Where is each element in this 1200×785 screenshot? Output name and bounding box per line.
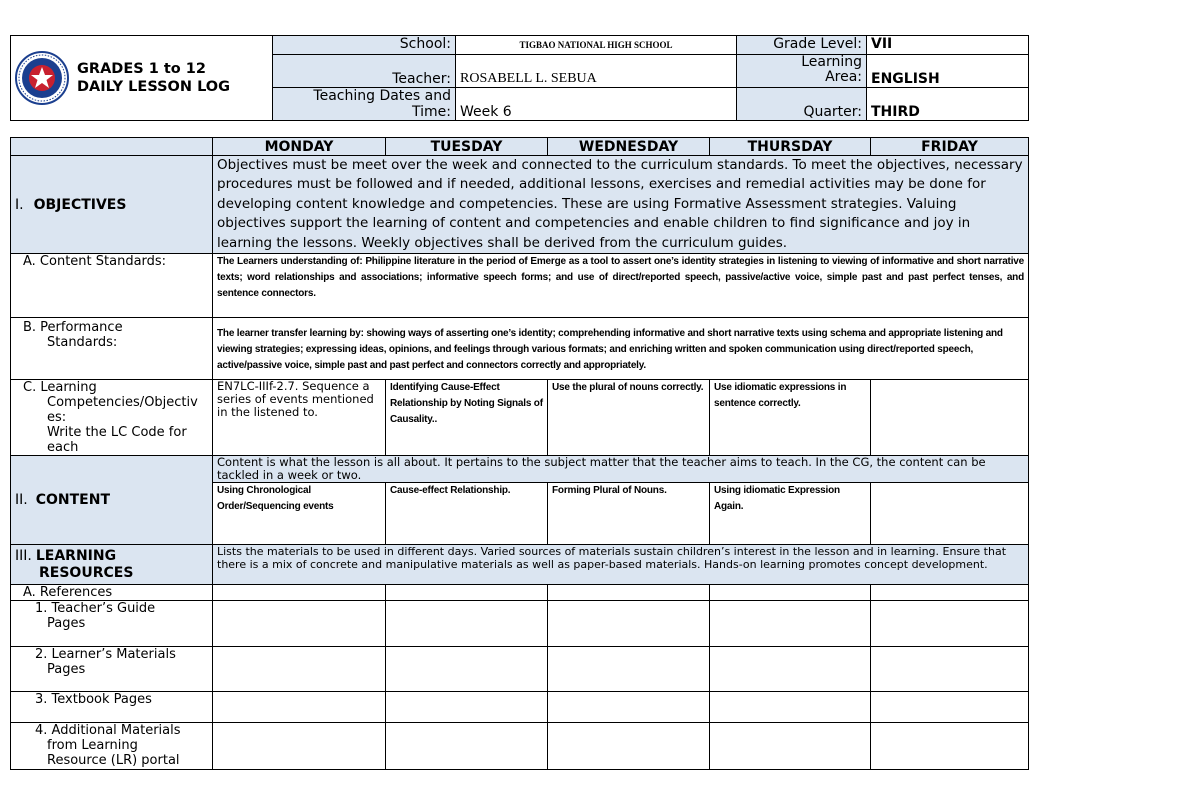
additional-materials-label: [11, 723, 213, 770]
learners-materials-1: 2. Learner’s Materials: [35, 647, 176, 663]
tb-thursday: [710, 692, 871, 723]
dates-label: [273, 88, 456, 121]
references-thursday: [710, 585, 871, 601]
resources-num: III.: [15, 547, 32, 564]
lm-wednesday: [548, 647, 710, 692]
competency-monday: EN7LC-IIIf-2.7. Sequence a series of events mentioned in the listened to.: [213, 380, 386, 456]
content-monday: Using Chronological Order/Sequencing events: [213, 483, 386, 545]
content-title: CONTENT: [35, 492, 110, 509]
lm-tuesday: [386, 647, 548, 692]
competencies-label-1: C. Learning: [23, 380, 97, 396]
tg-monday: [213, 601, 386, 647]
additional-3: Resource (LR) portal: [47, 753, 180, 769]
competency-friday: [871, 380, 1029, 456]
am-friday: [871, 723, 1029, 770]
lm-thursday: [710, 647, 871, 692]
title-line-2: DAILY LESSON LOG: [77, 79, 231, 95]
lm-friday: [871, 647, 1029, 692]
deped-seal-icon: [15, 51, 69, 105]
school-value-text: TIGBAO NATIONAL HIGH SCHOOL: [519, 40, 673, 50]
learners-materials-2: Pages: [47, 662, 86, 678]
content-num: II.: [15, 492, 28, 509]
objectives-text: Objectives must be meet over the week and connected to the curriculum standards. To meet the objectives, necessary procedures must be followed and if needed, additional lessons, exercises and remedial activities may be done for developing content knowledge and competencies. These are using Formative Assessment strategies. Valuing objectives support the learning of content and competencies and enable children to find significance and joy in learning the lessons. Weekly objectives shall be derived from the curriculum guides.: [213, 156, 1029, 254]
content-label: [11, 456, 213, 545]
textbook-label: 3. Textbook Pages: [11, 692, 213, 723]
objectives-title: OBJECTIVES: [33, 196, 127, 213]
performance-standards-text: The learner transfer learning by: showing ways of asserting one’s identity; comprehending informative and short narrative texts using schema and appropriate listening and viewing strategies; expressing ideas, opinions, and feelings through various formats; and enriching written and spoken communication using direct/reported speech, active/passive voice, simple past and past perfect and connectors correctly and appropriately.: [213, 318, 1029, 380]
references-monday: [213, 585, 386, 601]
tg-tuesday: [386, 601, 548, 647]
am-wednesday: [548, 723, 710, 770]
performance-label-1: B. Performance: [23, 320, 123, 336]
quarter-value: THIRD: [867, 88, 1029, 121]
competencies-label-2: Competencies/Objectiv: [47, 395, 198, 411]
quarter-label: Quarter:: [737, 88, 867, 121]
day-thursday: THURSDAY: [710, 138, 871, 156]
content-text: Content is what the lesson is all about. It pertains to the subject matter that the teacher aims to teach. In the CG, the content can be tackled in a week or two.: [213, 456, 1029, 483]
title-line-1: GRADES 1 to 12: [77, 61, 206, 77]
resources-text: Lists the materials to be used in different days. Varied sources of materials sustain children’s interest in the lesson and in learning. Ensure that there is a mix of concrete and manipulative materials as well as paper-based materials. Hands-on learning promotes concept development.: [213, 545, 1029, 585]
day-friday: FRIDAY: [871, 138, 1029, 156]
content-tuesday: Cause-effect Relationship.: [386, 483, 548, 545]
area-label: [737, 55, 867, 88]
am-thursday: [710, 723, 871, 770]
competencies-label-5: each: [47, 440, 79, 456]
competencies-label-3: es:: [47, 410, 67, 426]
dates-value: Week 6: [456, 88, 737, 121]
day-wednesday: WEDNESDAY: [548, 138, 710, 156]
additional-1: 4. Additional Materials: [35, 723, 181, 739]
dates-label-2: Time:: [412, 104, 451, 120]
references-wednesday: [548, 585, 710, 601]
competency-thursday: Use idiomatic expressions in sentence correctly.: [710, 380, 871, 456]
grade-label: Grade Level:: [737, 36, 867, 55]
tg-friday: [871, 601, 1029, 647]
tb-wednesday: [548, 692, 710, 723]
dates-label-1: Teaching Dates and: [313, 88, 451, 104]
area-label-1: Learning: [801, 54, 862, 70]
lesson-log-table: [10, 137, 1029, 770]
references-label: A. References: [11, 585, 213, 601]
resources-title-2: RESOURCES: [39, 564, 134, 581]
area-value: ENGLISH: [867, 55, 1029, 88]
competency-wednesday: Use the plural of nouns correctly.: [548, 380, 710, 456]
tb-monday: [213, 692, 386, 723]
area-label-2: Area:: [825, 69, 862, 85]
teachers-guide-1: 1. Teacher’s Guide: [35, 601, 156, 617]
content-thursday: Using idiomatic Expression Again.: [710, 483, 871, 545]
school-label: School:: [273, 36, 456, 55]
day-tuesday: TUESDAY: [386, 138, 548, 156]
tg-wednesday: [548, 601, 710, 647]
resources-label: [11, 545, 213, 585]
tb-tuesday: [386, 692, 548, 723]
content-standards-label: A. Content Standards:: [11, 254, 213, 318]
competencies-label-4: Write the LC Code for: [47, 425, 187, 441]
lm-monday: [213, 647, 386, 692]
school-value: [456, 36, 737, 55]
teacher-label: Teacher:: [273, 55, 456, 88]
references-friday: [871, 585, 1029, 601]
additional-2: from Learning: [47, 738, 138, 754]
content-friday: [871, 483, 1029, 545]
teachers-guide-2: Pages: [47, 616, 86, 632]
performance-label-2: Standards:: [47, 335, 118, 351]
teachers-guide-label: [11, 601, 213, 647]
learners-materials-label: [11, 647, 213, 692]
header-table: [10, 35, 1029, 121]
competency-tuesday: Identifying Cause-Effect Relationship by Noting Signals of Causality..: [386, 380, 548, 456]
competencies-label: [11, 380, 213, 456]
am-monday: [213, 723, 386, 770]
tb-friday: [871, 692, 1029, 723]
teacher-value: ROSABELL L. SEBUA: [456, 55, 737, 88]
content-wednesday: Forming Plural of Nouns.: [548, 483, 710, 545]
am-tuesday: [386, 723, 548, 770]
content-standards-text: The Learners understanding of: Philippine literature in the period of Emerge as a tool to assert one’s identity strategies in listening to viewing of informative and short narrative texts; word relationships and associations; informative speech forms; and use of direct/reported speech, passive/active voice, simple past and past perfect tenses, and sentence connectors.: [213, 254, 1029, 318]
tg-thursday: [710, 601, 871, 647]
title-cell: [11, 36, 273, 121]
grade-value: VII: [867, 36, 1029, 55]
objectives-num: I.: [15, 196, 24, 213]
day-monday: MONDAY: [213, 138, 386, 156]
corner-cell: [11, 138, 213, 156]
objectives-label: [11, 156, 213, 254]
resources-title-1: LEARNING: [35, 547, 117, 564]
performance-standards-label: [11, 318, 213, 380]
references-tuesday: [386, 585, 548, 601]
